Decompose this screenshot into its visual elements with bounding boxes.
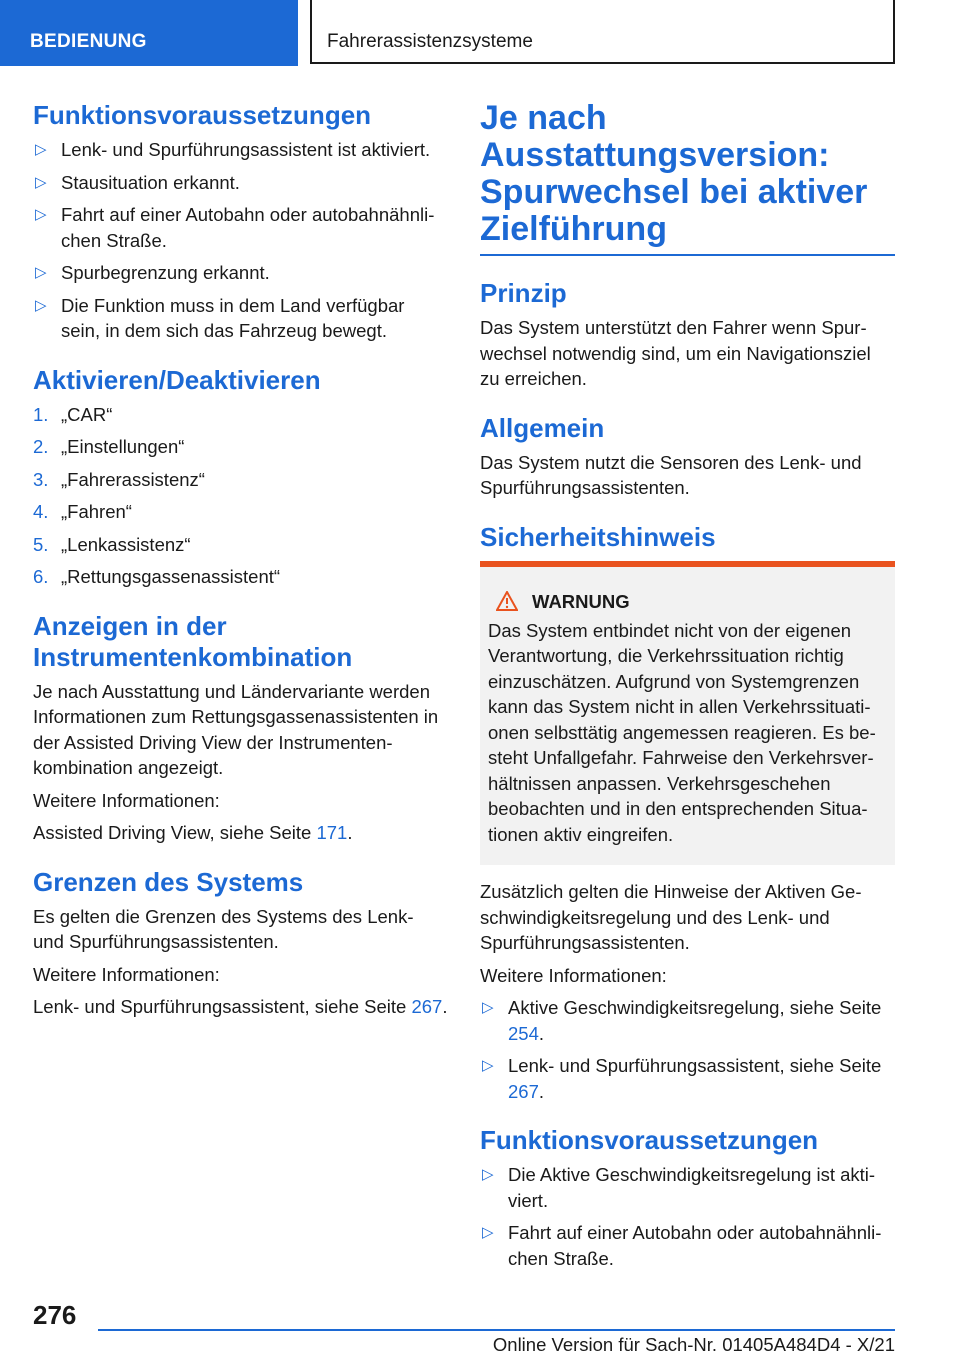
cross-reference: Lenk- und Spurführungsassistent, siehe Seite 267. bbox=[33, 996, 448, 1017]
triangle-bullet-icon: ▷ bbox=[35, 296, 47, 314]
list-item: ▷ Die Funktion muss in dem Land verfügbar sein, in dem sich das Fahrzeug bewegt. bbox=[35, 294, 405, 341]
list-item: ▷ Fahrt auf einer Autobahn oder autobahnähnlichen Straße. bbox=[35, 204, 435, 251]
step-item: 6. „Rettungsgassenassistent“ bbox=[33, 564, 448, 590]
online-version-note: Online Version für Sach-Nr. 01405A484D4 - X/21 bbox=[492, 1334, 895, 1355]
list-item: ▷ Fahrt auf einer Autobahn oder autobahnähnlichen Straße. bbox=[482, 1222, 882, 1269]
list-item: ▷ Lenk- und Spurführungsassistent ist aktiviert. bbox=[33, 137, 448, 163]
warning-body: Das System entbindet nicht von der eigenen Verantwortung, die Verkehrssituation richtig einzuschätzen. Aufgrund von Systemgrenzen kann das System nicht in allen Verkehrssituationen selbsttätig angemessen reagieren. Es besteht Unfallgefahr. Fahrweise den Verkehrsverhältnissen anpassen. Verkehrsgeschehen beobachten und in den entsprechenden Situationen aktiv eingreifen. bbox=[488, 619, 876, 845]
chapter-label: Fahrerassistenzsysteme bbox=[310, 0, 895, 64]
heading-aktivieren: Aktivieren/Deaktivieren bbox=[33, 364, 321, 395]
warning-box bbox=[480, 561, 895, 866]
heading-anzeigen: Anzeigen in der Instrumentenkombination bbox=[33, 610, 353, 672]
prinzip-body: Das System unterstützt den Fahrer wenn Spurwechsel notwendig sind, um ein Navigationsziel zu erreichen. bbox=[480, 317, 871, 389]
heading-funktionsvoraussetzungen-2: Funktionsvoraussetzungen bbox=[480, 1125, 819, 1155]
triangle-bullet-icon: ▷ bbox=[482, 999, 494, 1016]
page-link[interactable]: 267 bbox=[411, 996, 443, 1017]
page-number: 276 bbox=[33, 1300, 77, 1330]
requirements-list bbox=[33, 137, 448, 344]
left-column bbox=[33, 100, 448, 1027]
footer-divider bbox=[98, 1329, 895, 1331]
page-header bbox=[0, 0, 960, 66]
page-footer bbox=[0, 1300, 960, 1362]
list-item: ▷ Stausituation erkannt. bbox=[33, 170, 448, 196]
list-item: ▷ Spurbegrenzung erkannt. bbox=[33, 260, 448, 286]
additional-note: Zusätzlich gelten die Hinweise der Aktiven Geschwindigkeitsregelung und des Lenk- und Spurführungsassistenten. bbox=[480, 881, 862, 953]
triangle-bullet-icon: ▷ bbox=[35, 206, 47, 223]
heading-grenzen: Grenzen des Systems bbox=[33, 866, 304, 897]
triangle-bullet-icon: ▷ bbox=[482, 1057, 494, 1074]
heading-prinzip: Prinzip bbox=[480, 278, 567, 308]
triangle-bullet-icon: ▷ bbox=[482, 1224, 494, 1241]
heading-funktionsvoraussetzungen: Funktionsvoraussetzungen bbox=[33, 100, 372, 130]
allgemein-body: Das System nutzt die Sensoren des Lenk- und Spurführungsassistenten. bbox=[480, 451, 862, 498]
page-link[interactable]: 254 bbox=[508, 1022, 539, 1044]
more-info-label: Weitere Informationen: bbox=[33, 963, 220, 985]
cross-reference: Assisted Driving View, siehe Seite 171. bbox=[33, 822, 353, 843]
steps-list bbox=[33, 402, 448, 590]
right-column bbox=[480, 100, 895, 1278]
triangle-bullet-icon: ▷ bbox=[482, 1166, 494, 1183]
anzeigen-body: Je nach Ausstattung und Ländervariante werden Informationen zum Rettungsgassenassistenten in der Assisted Driving View der Instrumentenkombination angezeigt. bbox=[33, 680, 439, 778]
step-number: 4. bbox=[33, 501, 49, 522]
step-item: 1. „CAR“ bbox=[33, 402, 448, 428]
grenzen-body: Es gelten die Grenzen des Systems des Lenk- und Spurführungsassistenten. bbox=[33, 905, 414, 952]
triangle-bullet-icon: ▷ bbox=[35, 141, 47, 158]
step-number: 1. bbox=[33, 403, 49, 425]
page-link[interactable]: 171 bbox=[316, 822, 348, 843]
heading-sicherheitshinweis: Sicherheitshinweis bbox=[480, 521, 716, 552]
step-item: 2. „Einstellungen“ bbox=[33, 434, 448, 460]
triangle-bullet-icon: ▷ bbox=[35, 173, 47, 191]
reference-list bbox=[480, 995, 895, 1104]
step-number: 5. bbox=[33, 533, 49, 555]
section-label: BEDIENUNG bbox=[0, 0, 298, 66]
warning-triangle-icon bbox=[496, 591, 518, 611]
step-number: 6. bbox=[33, 566, 49, 587]
warning-title: WARNUNG bbox=[488, 589, 887, 614]
page-link[interactable]: 267 bbox=[508, 1080, 539, 1102]
list-item: ▷ Lenk- und Spurführungsassistent, siehe Seite 267. bbox=[482, 1055, 882, 1102]
title-divider bbox=[480, 254, 895, 256]
step-number: 3. bbox=[33, 468, 49, 490]
list-item: ▷ Die Aktive Geschwindigkeitsregelung ist aktiviert. bbox=[482, 1164, 876, 1211]
step-item: 3. „Fahrerassistenz“ bbox=[33, 467, 448, 493]
requirements-list bbox=[480, 1162, 895, 1271]
step-number: 2. bbox=[33, 436, 49, 457]
section-title: Je nach Ausstattungsversion: Spurwechsel bei aktiver Zielführung bbox=[480, 99, 868, 248]
triangle-bullet-icon: ▷ bbox=[35, 264, 47, 281]
more-info-label: Weitere Informationen: bbox=[33, 789, 220, 811]
step-item: 4. „Fahren“ bbox=[33, 499, 448, 525]
heading-allgemein: Allgemein bbox=[480, 412, 605, 443]
more-info-label: Weitere Informationen: bbox=[480, 964, 667, 986]
list-item: ▷ Aktive Geschwindigkeitsregelung, siehe Seite 254. bbox=[482, 997, 882, 1044]
step-item: 5. „Lenkassistenz“ bbox=[33, 532, 448, 558]
